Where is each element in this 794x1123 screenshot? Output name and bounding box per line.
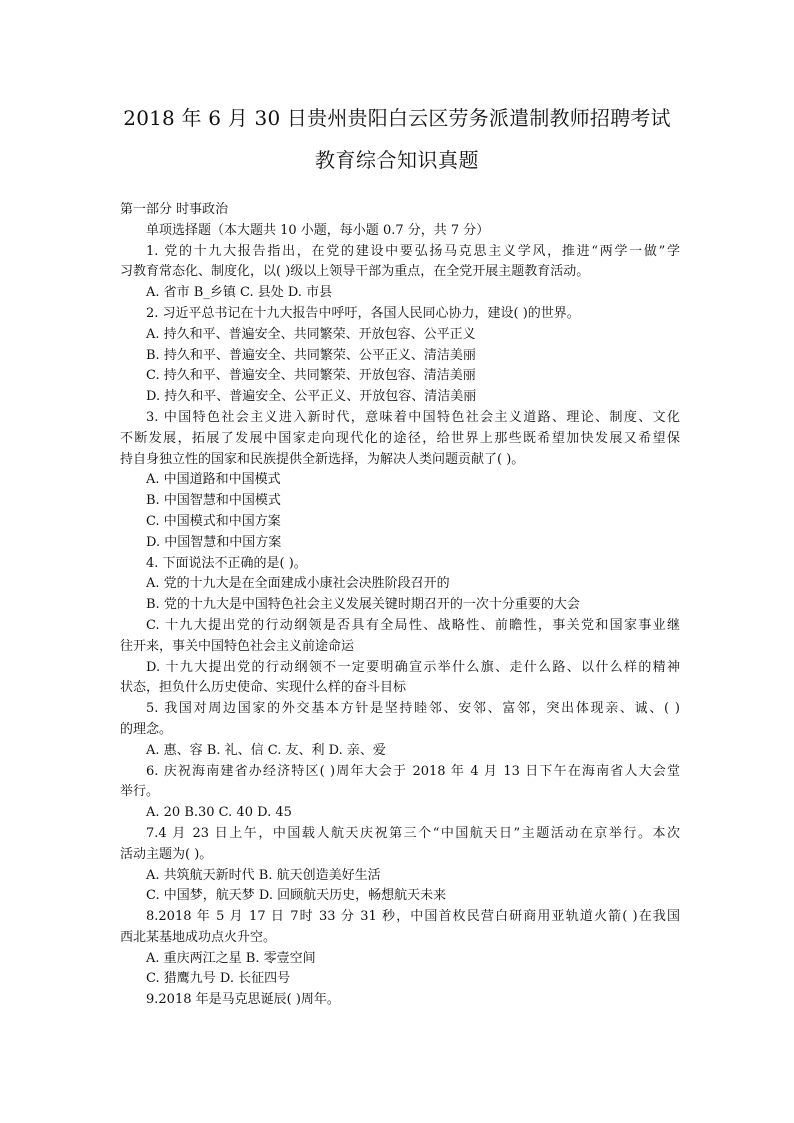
text-line: C. 持久和平、普遍安全、共同繁荣、开放包容、清洁美丽 (146, 368, 476, 384)
document-title: 2018 年 6 月 30 日贵州贵阳白云区劳务派遣制教师招聘考试 (123, 106, 671, 130)
text-line: A. 惠、容 B. 礼、信 C. 友、利 D. 亲、爱 (146, 742, 386, 758)
text-line: 2. 习近平总书记在十九大报告中呼吁，各国人民同心协力，建设( )的世界。 (146, 305, 580, 321)
question-list (120, 242, 680, 1011)
text-line: A. 持久和平、普遍安全、共同繁荣、开放包容、公平正义 (146, 326, 476, 342)
text-line: 8.2018 年 5 月 17 日 7时 33 分 31 秒，中国首枚民营白研商用亚轨道火箭( )在我国 (146, 909, 680, 925)
text-line: C. 中国梦，航天梦 D. 回顾航天历史，畅想航天未来 (146, 888, 447, 904)
text-line: 9.2018 年是马克思诞辰( )周年。 (146, 992, 340, 1008)
text-line: 5. 我国对周边国家的外交基本方针是坚持睦邻、安邻、富邻，突出体现亲、诚、( ) (146, 701, 680, 717)
question-type-heading: 单项选择题（本大题共 10 小题，每小题 0.7 分，共 7 分） (146, 222, 490, 238)
section-heading: 第一部分 时事政治 (120, 202, 229, 217)
text-line: B. 持久和平、普遍安全、共同繁荣、公平正义、清洁美丽 (146, 347, 476, 363)
text-line: 的理念。 (120, 721, 173, 737)
text-line: A. 省市 B_乡镇 C. 县处 D. 市县 (146, 285, 333, 301)
text-line: 7.4 月 23 日上午，中国载人航天庆祝第三个“中国航天日”主题活动在京举行。本次 (146, 825, 680, 841)
text-line: B. 党的十九大是中国特色社会主义发展关键时期召开的一次十分重要的大会 (146, 597, 580, 613)
text-line: D. 十九大提出党的行动纲领不一定要明确宣示举什么旗、走什么路、以什么样的精神 (146, 659, 680, 675)
text-line: 活动主题为( )。 (120, 846, 213, 862)
text-line: D. 持久和平、普遍安全、公平正义、开放包容、清洁美丽 (146, 389, 477, 405)
document-body (120, 200, 680, 1011)
text-line: 状态，担负什么历史使命、实现什么样的奋斗目标 (120, 680, 407, 696)
text-line: A. 中国道路和中国模式 (146, 472, 281, 488)
text-line: 4. 下面说法不正确的是( )。 (146, 555, 307, 571)
text-line: C. 猎鹰九号 D. 长征四号 (146, 971, 291, 987)
text-line: D. 中国智慧和中国方案 (146, 534, 282, 550)
text-line: 6. 庆祝海南建省办经济特区( )周年大会于 2018 年 4 月 13 日下午在海南省人大会堂 (146, 763, 680, 779)
text-line: 不断发展，拓展了发展中国家走向现代化的途径，给世界上那些既希望加快发展又希望保 (120, 430, 680, 446)
text-line: 1. 党的十九大报告指出，在党的建设中要弘扬马克思主义学风，推进“两学一做”学 (146, 243, 680, 259)
text-line: 3. 中国特色社会主义进入新时代，意味着中国特色社会主义道路、理论、制度、文化 (146, 409, 680, 425)
text-line: 西北某基地成功点火升空。 (120, 929, 277, 945)
text-line: A. 共筑航天新时代 B. 航天创造美好生活 (146, 867, 381, 883)
text-line: 习教育常态化、制度化，以( )级以上领导干部为重点，在全党开展主题教育活动。 (120, 264, 590, 280)
text-line: B. 中国智慧和中国模式 (146, 493, 281, 509)
text-line: C. 中国模式和中国方案 (146, 513, 281, 529)
text-line: A. 20 B.30 C. 40 D. 45 (146, 805, 292, 821)
document-subtitle: 教育综合知识真题 (315, 148, 479, 172)
text-line: 持自身独立性的国家和民族提供全新选择，为解决人类问题贡献了( )。 (120, 451, 525, 467)
text-line: 往开来，事关中国特色社会主义前途命运 (120, 638, 355, 654)
text-line: A. 党的十九大是在全面建成小康社会决胜阶段召开的 (146, 576, 450, 592)
text-line: 举行。 (120, 784, 160, 800)
text-line: C. 十九大提出党的行动纲领是否具有全局性、战略性、前瞻性，事关党和国家事业继 (146, 617, 680, 633)
text-line: A. 重庆两江之星 B. 零壹空间 (146, 950, 316, 966)
